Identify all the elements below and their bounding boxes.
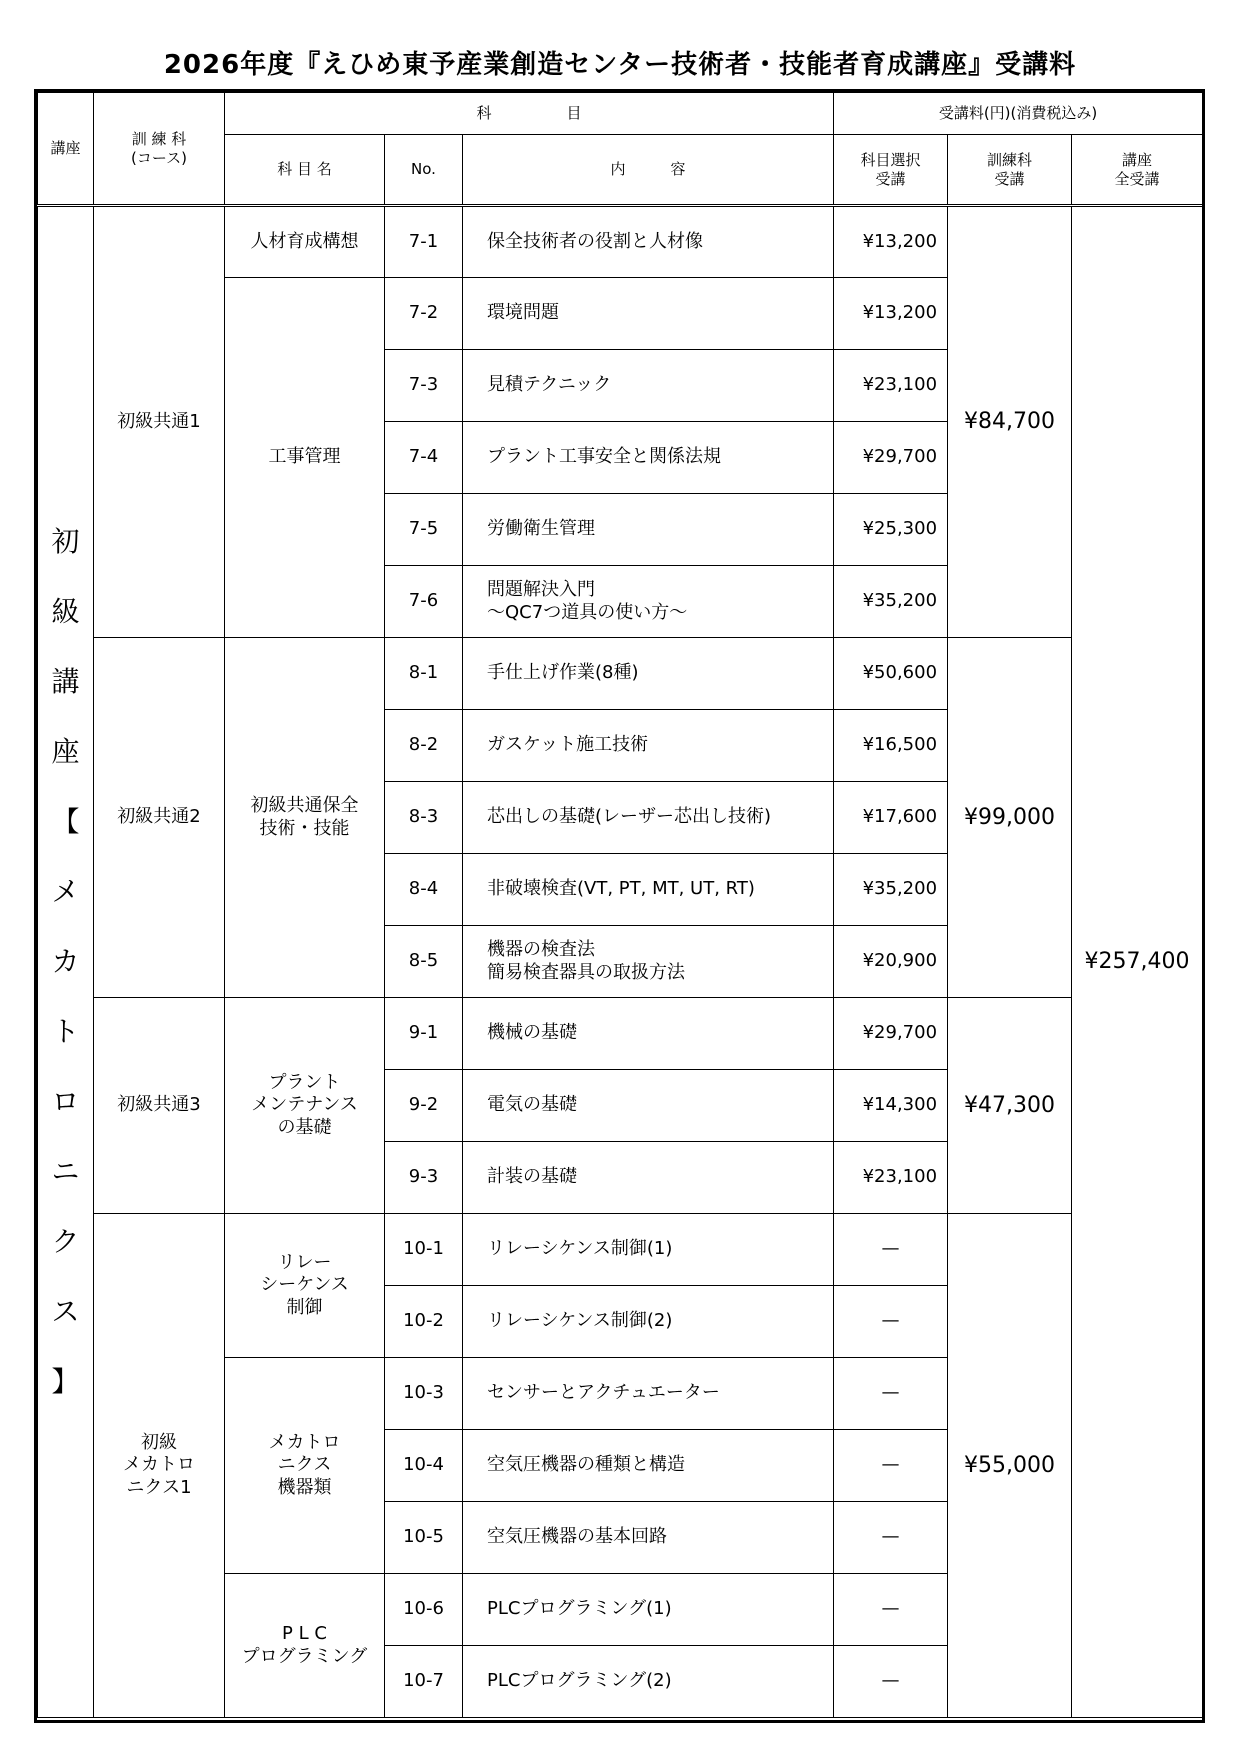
subject-name: 初級共通保全 技術・技能 bbox=[225, 638, 385, 998]
row-no: 8-1 bbox=[385, 638, 463, 710]
header-training: 訓 練 科 (コース) bbox=[94, 93, 225, 206]
header-row-1 bbox=[38, 93, 1203, 135]
row-content: 計装の基礎 bbox=[463, 1142, 834, 1214]
row-content: センサーとアクチュエーター bbox=[463, 1358, 834, 1430]
row-content: リレーシケンス制御(1) bbox=[463, 1214, 834, 1286]
row-content: 機器の検査法 簡易検査器具の取扱方法 bbox=[463, 926, 834, 998]
row-no: 7-4 bbox=[385, 422, 463, 494]
row-fee: — bbox=[834, 1430, 948, 1502]
row-no: 10-5 bbox=[385, 1502, 463, 1574]
row-fee: ¥35,200 bbox=[834, 566, 948, 638]
row-fee: ¥23,100 bbox=[834, 1142, 948, 1214]
header-fee-course: 講座 全受講 bbox=[1072, 135, 1203, 206]
row-content: PLCプログラミング(1) bbox=[463, 1574, 834, 1646]
row-fee: ¥16,500 bbox=[834, 710, 948, 782]
row-no: 10-3 bbox=[385, 1358, 463, 1430]
table-row bbox=[38, 638, 1203, 710]
row-no: 10-2 bbox=[385, 1286, 463, 1358]
row-no: 7-5 bbox=[385, 494, 463, 566]
course-total-fee: ¥257,400 bbox=[1072, 206, 1203, 1718]
row-content: PLCプログラミング(2) bbox=[463, 1646, 834, 1718]
subject-name: リレー シーケンス 制御 bbox=[225, 1214, 385, 1358]
row-content: 非破壊検査(VT, PT, MT, UT, RT) bbox=[463, 854, 834, 926]
header-course: 講座 bbox=[38, 93, 94, 206]
subject-name: プラント メンテナンス の基礎 bbox=[225, 998, 385, 1214]
row-content: 労働衛生管理 bbox=[463, 494, 834, 566]
row-no: 10-1 bbox=[385, 1214, 463, 1286]
row-no: 7-6 bbox=[385, 566, 463, 638]
row-content: プラント工事安全と関係法規 bbox=[463, 422, 834, 494]
row-no: 8-4 bbox=[385, 854, 463, 926]
row-no: 10-7 bbox=[385, 1646, 463, 1718]
row-fee: — bbox=[834, 1646, 948, 1718]
row-content: ガスケット施工技術 bbox=[463, 710, 834, 782]
training-group-1: 初級共通1 bbox=[94, 206, 225, 638]
header-content: 内 容 bbox=[463, 135, 834, 206]
row-fee: ¥25,300 bbox=[834, 494, 948, 566]
group-fee-3: ¥47,300 bbox=[948, 998, 1072, 1214]
row-fee: — bbox=[834, 1502, 948, 1574]
row-no: 9-1 bbox=[385, 998, 463, 1070]
row-fee: ¥29,700 bbox=[834, 998, 948, 1070]
row-no: 9-3 bbox=[385, 1142, 463, 1214]
row-content: 電気の基礎 bbox=[463, 1070, 834, 1142]
row-fee: ¥17,600 bbox=[834, 782, 948, 854]
row-no: 8-5 bbox=[385, 926, 463, 998]
row-content: 手仕上げ作業(8種) bbox=[463, 638, 834, 710]
training-group-2: 初級共通2 bbox=[94, 638, 225, 998]
table-row bbox=[38, 1214, 1203, 1286]
row-fee: ¥14,300 bbox=[834, 1070, 948, 1142]
row-no: 7-3 bbox=[385, 350, 463, 422]
header-subject-group: 科 目 bbox=[225, 93, 834, 135]
subject-name: P L C プログラミング bbox=[225, 1574, 385, 1718]
row-content: 機械の基礎 bbox=[463, 998, 834, 1070]
row-fee: — bbox=[834, 1286, 948, 1358]
row-fee: ¥20,900 bbox=[834, 926, 948, 998]
row-content: 空気圧機器の種類と構造 bbox=[463, 1430, 834, 1502]
row-no: 8-3 bbox=[385, 782, 463, 854]
subject-name: 工事管理 bbox=[225, 278, 385, 638]
group-fee-4: ¥55,000 bbox=[948, 1214, 1072, 1718]
header-fee-group: 受講料(円)(消費税込み) bbox=[834, 93, 1203, 135]
subject-name: 人材育成構想 bbox=[225, 206, 385, 278]
header-fee-training: 訓練科 受講 bbox=[948, 135, 1072, 206]
row-no: 7-1 bbox=[385, 206, 463, 278]
row-fee: ¥13,200 bbox=[834, 206, 948, 278]
row-content: リレーシケンス制御(2) bbox=[463, 1286, 834, 1358]
row-fee: ¥23,100 bbox=[834, 350, 948, 422]
row-no: 7-2 bbox=[385, 278, 463, 350]
row-content: 保全技術者の役割と人材像 bbox=[463, 206, 834, 278]
row-content: 環境問題 bbox=[463, 278, 834, 350]
group-fee-1: ¥84,700 bbox=[948, 206, 1072, 638]
row-fee: ¥35,200 bbox=[834, 854, 948, 926]
subject-name: メカトロ ニクス 機器類 bbox=[225, 1358, 385, 1574]
table-row bbox=[38, 998, 1203, 1070]
group-fee-2: ¥99,000 bbox=[948, 638, 1072, 998]
table-row bbox=[38, 206, 1203, 278]
row-fee: — bbox=[834, 1214, 948, 1286]
header-fee-subject: 科目選択 受講 bbox=[834, 135, 948, 206]
training-group-3: 初級共通3 bbox=[94, 998, 225, 1214]
row-fee: ¥50,600 bbox=[834, 638, 948, 710]
row-no: 8-2 bbox=[385, 710, 463, 782]
row-fee: ¥13,200 bbox=[834, 278, 948, 350]
row-content: 空気圧機器の基本回路 bbox=[463, 1502, 834, 1574]
fee-table bbox=[37, 92, 1203, 1718]
row-content: 芯出しの基礎(レーザー芯出し技術) bbox=[463, 782, 834, 854]
row-no: 10-6 bbox=[385, 1574, 463, 1646]
row-fee: ¥29,700 bbox=[834, 422, 948, 494]
header-no: No. bbox=[385, 135, 463, 206]
course-vertical-label: 初 級 講 座 【 メ カ ト ロ ニ ク ス 】 bbox=[38, 206, 94, 1718]
header-subject-name: 科 目 名 bbox=[225, 135, 385, 206]
row-fee: — bbox=[834, 1358, 948, 1430]
page-title: 2026年度『えひめ東予産業創造センター技術者・技能者育成講座』受講料 bbox=[163, 50, 1077, 80]
row-fee: — bbox=[834, 1574, 948, 1646]
row-no: 9-2 bbox=[385, 1070, 463, 1142]
row-no: 10-4 bbox=[385, 1430, 463, 1502]
training-group-4: 初級 メカトロ ニクス1 bbox=[94, 1214, 225, 1718]
row-content: 見積テクニック bbox=[463, 350, 834, 422]
row-content: 問題解決入門 ～QC7つ道具の使い方～ bbox=[463, 566, 834, 638]
